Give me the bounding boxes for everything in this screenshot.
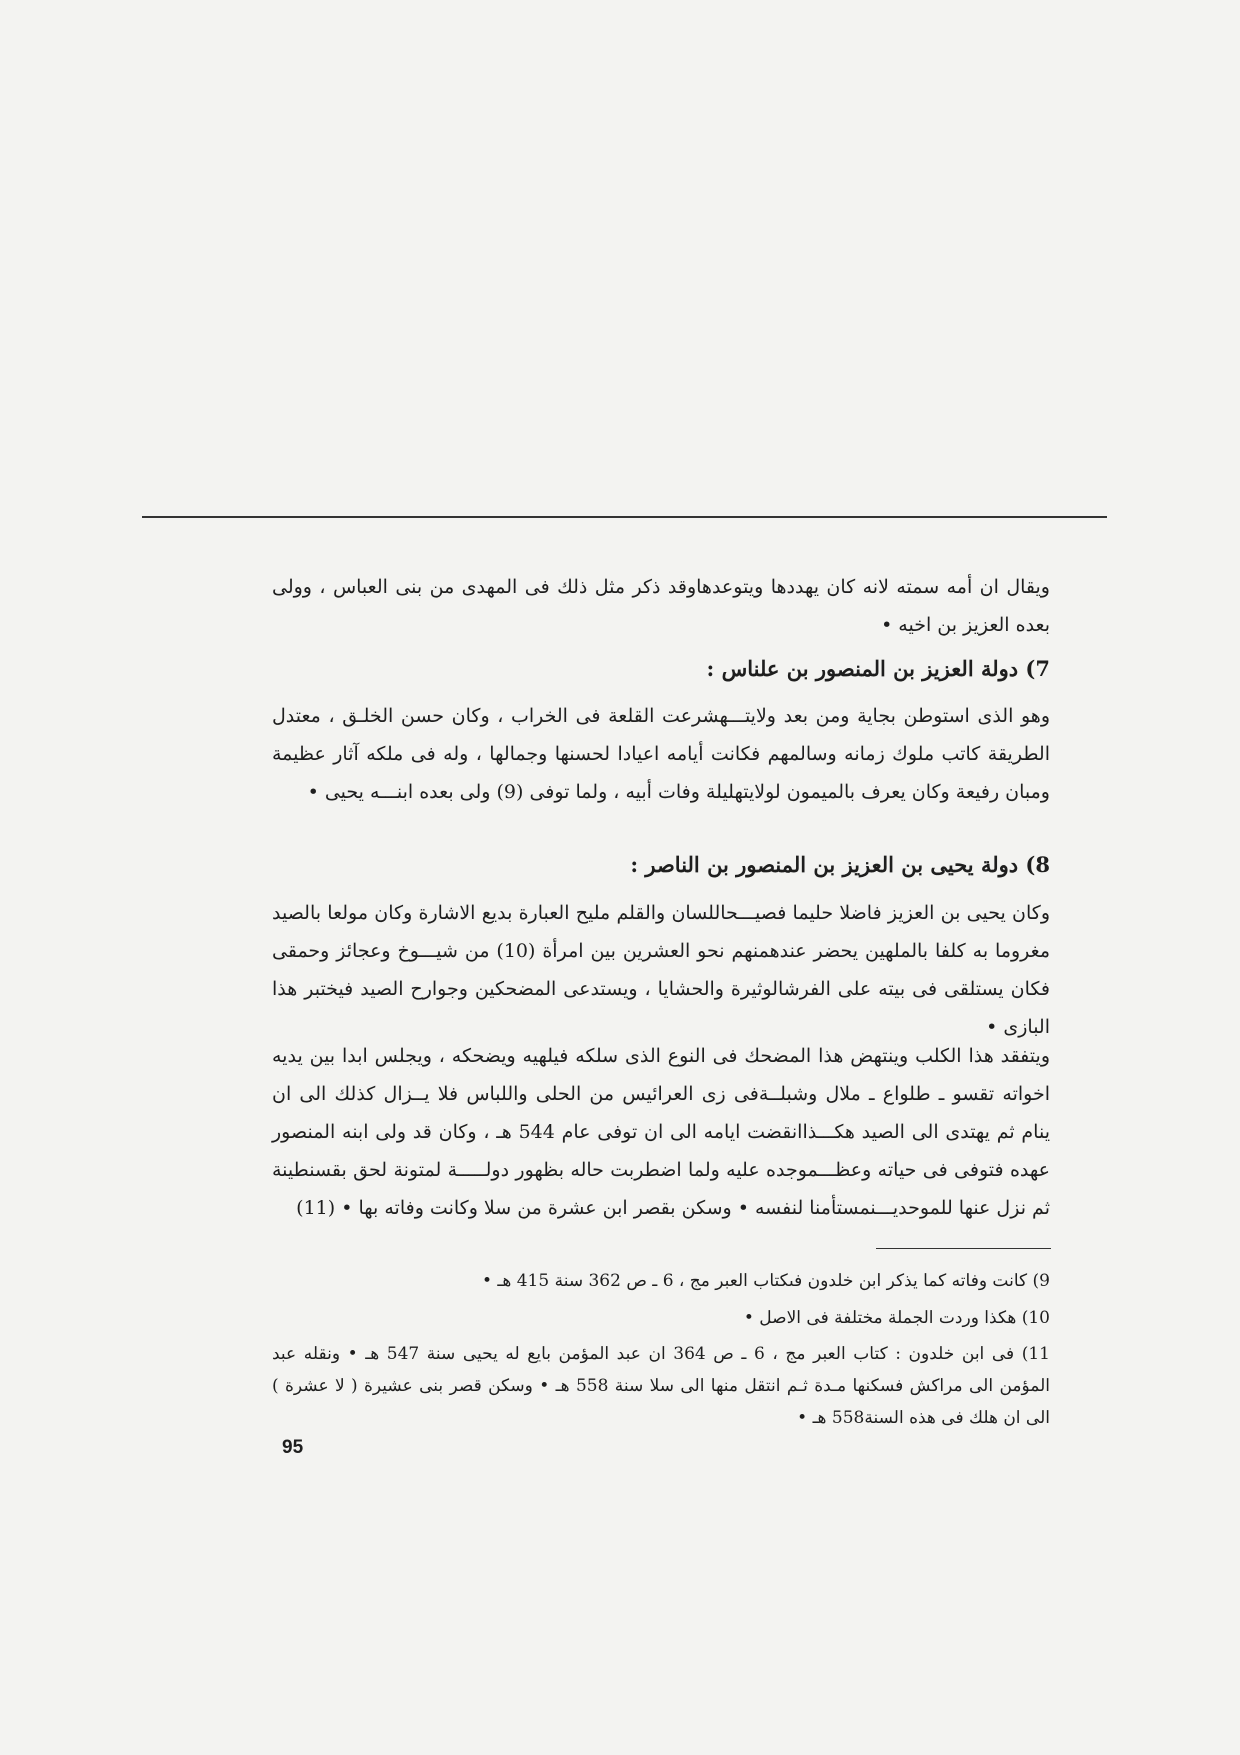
paragraph-1: ويقال ان أمه سمته لانه كان يهددها ويتوعدهاوقد ذكر مثل ذلك فى المهدى من بنى العباس ، وولى بعده العزيز بن اخيه •	[272, 576, 1050, 636]
footnote-divider	[876, 1248, 1051, 1249]
paragraph-3: وكان يحيى بن العزيز فاضلا حليما فصيـــحاللسان والقلم مليح العبارة بديع الاشارة وكان مولعا بالصيد مغروما به كلفا بالملهين يحضر عندهمنهم نحو العشرين بين امرأة (10) من شيـــوخ وعجائز وحمقى فكان يستلقى فى بيته على الفرشالوثيرة والحشايا ، ويستدعى المضحكين وجوارح الصيد فيختبر هذا البازى •	[272, 902, 1050, 1038]
paragraph-2: وهو الذى استوطن بجاية ومن بعد ولايتـــهشرعت القلعة فى الخراب ، وكان حسن الخلـق ، معتدل الطريقة كاتب ملوك زمانه وسالمهم فكانت أيامه اعيادا لحسنها وجمالها ، وله فى ملكه آثار عظيمة ومبان رفيعة وكان يعرف بالميمون لولايتهليلة وفات أبيه ، ولما توفى (9) ولى بعده ابنـــه يحيى •	[272, 705, 1050, 803]
top-divider	[142, 516, 1107, 518]
footnote-10: 10) هكذا وردت الجملة مختلفة فى الاصل •	[743, 1308, 1050, 1328]
heading-8: 8) دولة يحيى بن العزيز بن المنصور بن الناصر :	[630, 852, 1050, 877]
paragraph-4: ويتفقد هذا الكلب وينتهض هذا المضحك فى النوع الذى سلكه فيلهيه ويضحكه ، ويجلس ابدا بين يديه اخواته تقسو ـ طلواع ـ ملال وشبلــةفى زى العرائيس من الحلى واللباس فلا يــزال كذلك الى ان ينام ثم يهتدى الى الصيد هكـــذاانقضت ايامه الى ان توفى عام 544 هـ ، وكان قد ولى ابنه المنصور عهده فتوفى فى حياته وعظـــموجده عليه ولما اضطربت حاله بظهور دولـــــة لمتونة لحق بقسنطينة ثم نزل عنها للموحديـــنمستأمنا لنفسه • وسكن بقصر ابن عشرة من سلا وكانت وفاته بها • (11)	[272, 1045, 1050, 1219]
footnote-11: 11) فى ابن خلدون : كتاب العبر مج ، 6 ـ ص 364 ان عبد المؤمن بايع له يحيى سنة 547 هـ • ونقله عبد المؤمن الى مراكش فسكنها مـدة ثـم انتقل منها الى سلا سنة 558 هـ • وسكن قصر بنى عشيرة ( لا عشرة ) الى ان هلك فى هذه السنة558 هـ •	[272, 1344, 1051, 1428]
footnote-9: 9) كانت وفاته كما يذكر ابن خلدون فىكتاب العبر مج ، 6 ـ ص 362 سنة 415 هـ •	[481, 1271, 1050, 1291]
heading-7: 7) دولة العزيز بن المنصور بن علناس :	[706, 656, 1050, 681]
page-number: 95	[282, 1437, 304, 1458]
